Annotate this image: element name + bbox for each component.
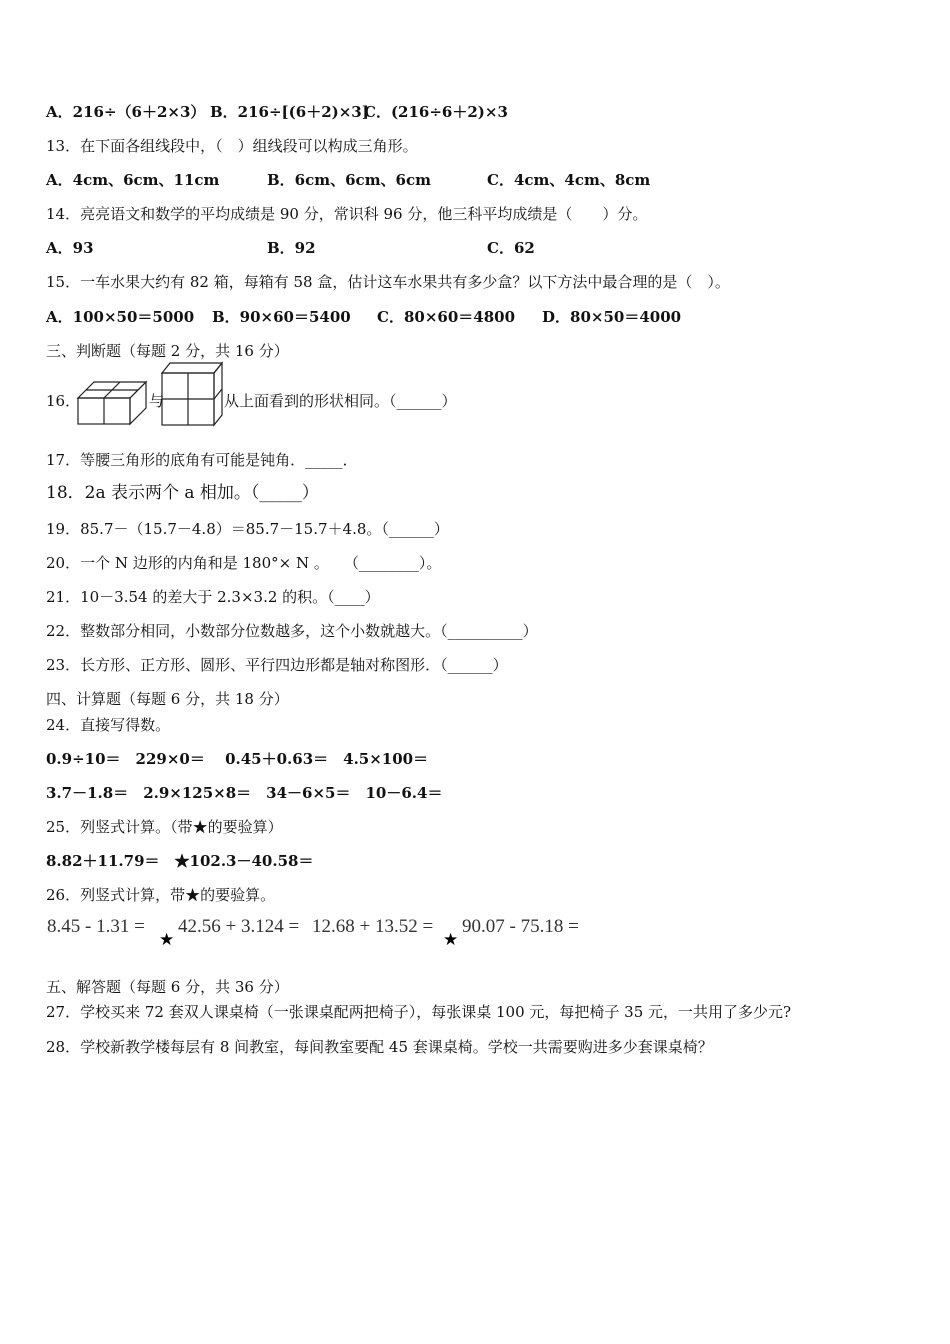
q13-text: 13．在下面各组线段中，（ ）组线段可以构成三角形。 bbox=[46, 137, 418, 155]
q13-options bbox=[46, 170, 746, 190]
section-5-heading: 五、解答题（每题 6 分，共 36 分） bbox=[46, 978, 289, 996]
q28-text: 28．学校新教学楼每层有 8 间教室，每间教室要配 45 套课桌椅。学校一共需要购进多少套课桌椅？ bbox=[46, 1038, 713, 1056]
section-4-heading: 四、计算题（每题 6 分，共 18 分） bbox=[46, 690, 289, 708]
q26-expr-3: 12.68 + 13.52 = bbox=[312, 916, 434, 937]
q21-text: 21．10－3.54 的差大于 2.3×3.2 的积。（____） bbox=[46, 588, 380, 606]
q12-option-a: A．216÷（6＋2×3） bbox=[46, 103, 206, 121]
q24-row-2: 3.7－1.8＝ 2.9×125×8＝ 34－6×5＝ 10－6.4＝ bbox=[46, 784, 443, 802]
q26-expr-1: 8.45 - 1.31 = bbox=[47, 916, 145, 937]
q18-text: 18．2a 表示两个 a 相加。（_____） bbox=[46, 483, 319, 503]
q19-text: 19．85.7－（15.7－4.8）＝85.7－15.7＋4.8。（______） bbox=[46, 520, 449, 538]
q25-text: 25．列竖式计算。（带★的要验算） bbox=[46, 818, 283, 836]
q26-text: 26．列竖式计算，带★的要验算。 bbox=[46, 886, 276, 904]
q15-option-d: D．80×50＝4000 bbox=[542, 308, 682, 326]
q15-option-b: B．90×60＝5400 bbox=[212, 308, 351, 326]
q22-text: 22．整数部分相同，小数部分位数越多，这个小数就越大。（__________） bbox=[46, 622, 538, 640]
q14-option-b: B．92 bbox=[267, 239, 316, 257]
q16-figure-cuboid-2x2 bbox=[76, 378, 148, 426]
q15-option-c: C．80×60＝4800 bbox=[377, 308, 516, 326]
q14-options bbox=[46, 238, 746, 258]
q15-text: 15．一车水果大约有 82 箱，每箱有 58 盒，估计这车水果共有多少盒？以下方法中最合理的是（ ）。 bbox=[46, 273, 730, 291]
q26-star-2: ★ bbox=[443, 930, 459, 949]
q25-row: 8.82＋11.79＝ ★102.3－40.58＝ bbox=[46, 852, 314, 870]
q16-number: 16． bbox=[46, 392, 81, 410]
q12-option-b: B．216÷[(6＋2)×3] bbox=[210, 103, 369, 121]
q15-option-a: A．100×50＝5000 bbox=[46, 308, 195, 326]
q15-options bbox=[46, 307, 846, 327]
q26-expr-2: 42.56 + 3.124 = bbox=[178, 916, 300, 937]
q16-figure-cube-stack bbox=[160, 361, 226, 427]
q14-option-a: A．93 bbox=[46, 239, 94, 257]
section-3-heading: 三、判断题（每题 2 分，共 16 分） bbox=[46, 342, 289, 360]
q26-expressions bbox=[46, 916, 646, 956]
q16-connector: 与 bbox=[149, 392, 165, 410]
q20-text: 20．一个 N 边形的内角和是 180°× N 。 （________）。 bbox=[46, 554, 442, 572]
q26-star-1: ★ bbox=[159, 930, 175, 949]
q13-option-b: B．6cm、6cm、6cm bbox=[267, 171, 432, 189]
q14-text: 14．亮亮语文和数学的平均成绩是 90 分，常识科 96 分，他三科平均成绩是（ ）分。 bbox=[46, 205, 648, 223]
q13-option-a: A．4cm、6cm、11cm bbox=[46, 171, 220, 189]
q27-text: 27．学校买来 72 套双人课桌椅（一张课桌配两把椅子），每张课桌 100 元，每把椅子 35 元，一共用了多少元? bbox=[46, 1003, 792, 1021]
q23-text: 23．长方形、正方形、圆形、平行四边形都是轴对称图形．（______） bbox=[46, 656, 508, 674]
q24-row-1: 0.9÷10＝ 229×0＝ 0.45＋0.63＝ 4.5×100＝ bbox=[46, 750, 429, 768]
q14-option-c: C．62 bbox=[487, 239, 535, 257]
q12-options bbox=[46, 102, 646, 122]
q17-text: 17．等腰三角形的底角有可能是钝角．_____． bbox=[46, 451, 358, 469]
q24-text: 24．直接写得数。 bbox=[46, 716, 171, 734]
q13-option-c: C．4cm、4cm、8cm bbox=[487, 171, 651, 189]
q12-option-c: C．(216÷6＋2)×3 bbox=[364, 103, 508, 121]
q26-expr-4: 90.07 - 75.18 = bbox=[462, 916, 579, 937]
q16-text: 从上面看到的形状相同。（______） bbox=[224, 392, 457, 410]
